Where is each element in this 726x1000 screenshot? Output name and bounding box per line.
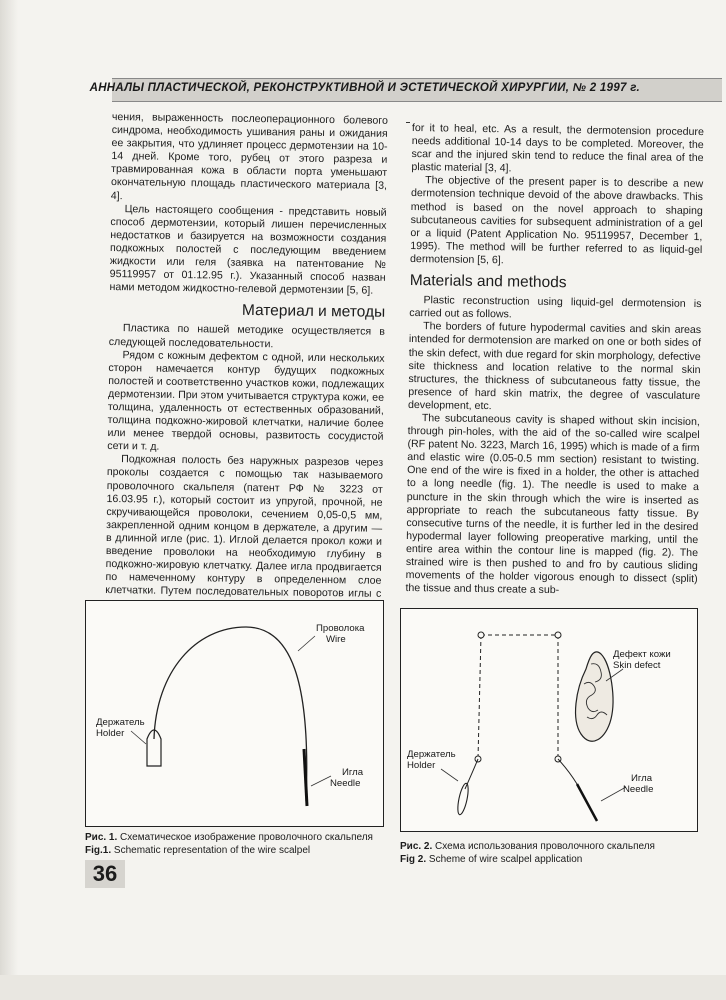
ru-section-heading: Материал и методы: [241, 302, 386, 322]
en-paragraph-3: Plastic reconstruction using liquid-gel dermotension is carried out as follows.: [409, 294, 702, 321]
journal-title: АННАЛЫ ПЛАСТИЧЕСКОЙ, РЕКОНСТРУКТИВНОЙ И ЭСТЕТИЧЕСКОЙ ХИРУРГИИ, № 2 1997 г.: [89, 82, 640, 94]
fig2-holder-label: Держатель Holder: [407, 749, 456, 771]
page-bottom-edge: [0, 975, 726, 1000]
fig1-holder-label: Держатель Holder: [96, 717, 145, 739]
dashed-contour: [478, 635, 558, 759]
wire-leader: [298, 636, 315, 651]
wire-right: [558, 759, 577, 784]
en-paragraph-5: The subcutaneous cavity is shaped without skin incision, through pin-holes, with the aid of the so-called wire scalpel (RF patent No. 3223, March 16, 1995) which is made of a firm and elastic wire (0.05-0.5 mm section) resistant to twisting. One end of the wire is fixed in a holder, the other is attached to a long needle (fig. 1). The needle is used to make a puncture in the skin through which the wire is inserted as appropriate to reach the subcutaneous fatty tissue. By consecutive turns of the needle, it is further led in the desired hypodermal layer following preoperative marking, until the entire area within the contour line is mapped (fig. 2). The strained wire is then pushed to and fro by cautious sliding movements of the holder vigorous enough to dissect (split) the tissue and thus create a sub-: [405, 412, 700, 597]
page-number: 36: [85, 860, 125, 888]
en-section-heading: Materials and methods: [409, 272, 567, 292]
en-paragraph-4: The borders of future hypodermal cavities and skin areas intended for dermotension are marked on one or both sides of the skin defect, with due regard for skin morphology, defective site thickness and location relative to the normal skin structures, the thickness of subcutaneous fatty tissue, the presence of hard skin matrix, the degree of vasculature development, etc.: [407, 320, 702, 413]
ru-paragraph-5: Подкожная полость без наружных разрезов через проколы создается с помощью так называемого проволочного скальпеля (патент РФ № 3223 от 16.03.95 г.), который состоит из упругой, прочной, не скручивающейся проволоки, сечением 0,05-0,5 мм, закрепленной одним концом в держателе, а другим — в длинной игле (рис. 1). Иглой делается прокол кожи и введение проволоки на необходимую глубину в подкожно-жировую клетчатку. Далее игла продвигается по намеченному контуру в определенном слое клетчатки. Путем последовательных поворотов иглы с: [105, 453, 384, 601]
figure-1: [85, 600, 384, 827]
fig1-wire-label: Проволока Wire: [316, 623, 365, 645]
fig1-caption: Рис. 1. Схематическое изображение проволочного скальпеля Fig.1. Schematic representation of the wire scalpel: [85, 832, 373, 856]
needle-line: [577, 784, 597, 821]
russian-column: [105, 111, 388, 614]
ru-paragraph-4: Рядом с кожным дефектом с одной, или нескольких сторон намечается контур будущих подкожных полостей и соответственно участков кожи, подлежащих дермотензии. При этом учитывается структура кожи, ее толщина, удаленность от естественных образований, толщина подкожно-жировой клетчатки, наличие более или менее твердой основы, развитость сосудистой сети и т. д.: [107, 348, 385, 453]
fig2-needle-label: Игла Needle: [623, 773, 654, 795]
puncture-point-top-right: [555, 632, 561, 638]
ru-paragraph-3: Пластика по нашей методике осуществляется в следующей последовательности.: [108, 322, 386, 350]
english-column: [405, 122, 704, 599]
skin-defect-shape: [576, 652, 613, 741]
wire-scalpel-application-diagram: [401, 609, 697, 831]
figure-2: [400, 608, 698, 832]
page-edge-shadow: [0, 0, 18, 1000]
holder-shape: [456, 783, 470, 816]
ru-paragraph-1: чения, выраженность послеоперационного болевого синдрома, необходимость ушивания раны и ожидания ее закрытия, что удлиняет процесс дермотензии на 10-14 дней. Кроме того, рубец от этого разреза и травмированная кожа в области порта уменьшают окончательную площадь пластического материала [3, 4].: [110, 111, 388, 202]
fig1-needle-label: Игла Needle: [330, 767, 364, 789]
en-paragraph-2: The objective of the present paper is to describe a new dermotension technique devoid of the above drawbacks. This method is based on the novel approach to shaping subcutaneous cavities for subsequent administration of a gel or a liquid (Patent Application No. 95119957, December 1, 1995). The method will be further referred to as liquid-gel dermotension [5, 6].: [410, 174, 704, 267]
wire-curve: [154, 627, 307, 801]
en-paragraph-1: for it to heal, etc. As a result, the dermotension procedure needs additional 10-14 days to be completed. Moreover, the scar and the injured skin tend to reduce the final area of the plastic material [3, 4].: [411, 122, 704, 175]
fig2-caption: Рис. 2. Схема использования проволочного скальпеля Fig 2. Scheme of wire scalpel application: [400, 841, 655, 865]
puncture-point-top-left: [478, 632, 484, 638]
needle-leader: [311, 776, 331, 786]
fig2-defect-label: Дефект кожи Skin defect: [613, 649, 671, 671]
column-mark: [406, 122, 410, 123]
journal-header: [89, 78, 722, 102]
ru-paragraph-2: Цель настоящего сообщения - представить новый способ дермотензии, который лишен перечисленных недостатков и базируется на возможности создания подкожных полостей с последующим введением жидкости или геля (заявка на патентование № 95119957 от 01.12.95 г.). Указанный способ назван нами методом жидкостно-гелевой дермотензии [5, 6].: [109, 202, 387, 297]
